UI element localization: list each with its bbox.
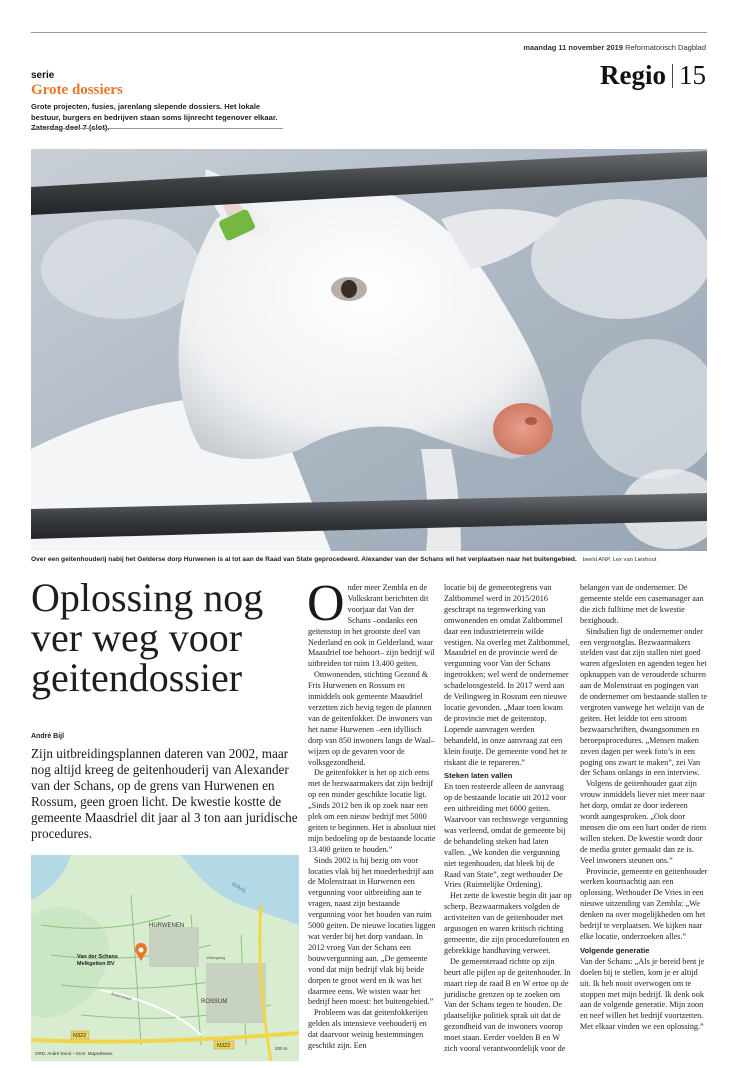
paper-name: Reformatorisch Dagblad [625,43,706,52]
map-label-n322-a: N322 [73,1033,87,1039]
article-paragraph: nder meer Zembla en de Volkskrant berichtten dit voorjaar dat Van der Schans –ondanks een geitenstop in het grootste deel van Nederland en ook in Gelderland, waar Maasdriel toe behoort– zijn bedrijf wil uitbreiden tot ruim 13.400 geiten. [308,583,435,669]
map-scale: 200 m [275,1046,288,1051]
map-label-rossum: ROSSUM [201,999,228,1005]
article-paragraph: belangen van de ondernemer. De gemeente stelde een casemanager aan die zich fulltime met de kwestie bezighoudt. [580,583,704,625]
article-paragraph: De gemeenteraad richtte op zijn beurt alle pijlen op de geitenhouder. In maart riep de raad B en W ertoe op de juridische grenzen op te zoeken om Van der Schans tegen te houden. De plaatselijke politiek sprak uit dat de gezondheid van de inwoners voorop moet staan. Eerder voelden B en W zich vooral verantwoordelijk voor de [444,956,571,1054]
subheading: Volgende generatie [580,945,650,955]
article-paragraph: De geitenfokker is het op zich eens met de bezwaarmakers dat zijn bedrijf op een minder geschikte locatie ligt. „Sinds 2012 ben ik op zoek naar een plek om een nieuw bedrijf met 5000 geiten te beginnen. Het is absoluut niet mijn bedoeling op de bestaande locatie 13.400 geiten te houden.” [308,768,436,854]
lead-paragraph: Zijn uitbreidingsplannen dateren van 2002, maar nog altijd kreeg de geitenhouderij van Alexander van der Schans, op de grens van Hurwenen en Rossum, geen groen licht. De kwestie kostte de gemeente Maasdriel dit jaar al 3 ton aan juridische procedures. [31,746,298,841]
caption-text: Over een geitenhouderij nabij het Gelderse dorp Hurwenen is al tot aan de Raad van State geprocedeerd. Alexander van der Schans wil het verplaatsen naar het buitengebied. [31,556,577,563]
goat-photo [31,149,707,551]
article-column-2 [444,583,572,1055]
article-paragraph: En toen resteerde alleen de aanvraag op de bestaande locatie uit 2012 voor een uitbreiding met 6000 geiten. Waarvoor van rechtswege vergunning was verleend, omdat de gemeente bij de behandeling steken had laten vallen. „We konden die vergunning niet tegenhouden, dat bleek bij de Raad van State”, zegt wethouder De Vries (Ruimtelijke Ordening). [444,782,569,890]
article-paragraph: locatie bij de gemeentegrens van Zaltbommel werd in 2015/2016 geschrapt na tegenwerking van omwonenden en omdat Zaltbommel daar een industrieterrein wilde vestigen. Na overleg met Zaltbommel, Maasdriel en de provincie werd de vergunning voor Van der Schans ingetrokken; wel werd de ondernemer schadeloosgesteld. In 2017 werd aan de Veilingweg in Rossum een nieuwe locatie gevonden. „Maar toen kwam de provincie met de geitenstop. Lopende aanvragen werden behandeld, in onze aanvraag zat een klein foutje. De gemeente vond het te riskant die te repareren.” [444,583,570,767]
article-paragraph: Volgens de geitenhouder gaat zijn vrouw inmiddels liever niet meer naar het dorp, omdat ze door iedereen wordt aangesproken. „Ook door mensen die ons een hart onder de riem willen steken. De kwestie wordt door de media groter gemaakt dan ze is. Veel inwoners steunen ons.” [580,779,707,865]
goat-illustration [31,149,707,551]
section-header [600,60,706,91]
top-rule [31,32,707,33]
map-graphic [31,855,299,1061]
map-label-company-2: Melkgeiten BV [77,961,115,967]
location-map [31,855,299,1061]
subheading: Steken laten vallen [444,771,513,781]
article-paragraph: Van der Schans: „Als je bereid bent je doelen bij te stellen, kom je er altijd uit. Ik heb nooit overwogen om te stoppen met mijn bedrijf. Ik denk ook aan de volgende generatie. Mijn zoon en neef willen het bedrijf voortzetten. Met elkaar vinden we een oplossing.” [580,956,705,1032]
map-credit: GRD, André Dorst – bron: Maps4News [35,1051,113,1056]
dateline [523,43,706,52]
map-label-molenstraat: Molenstraat [110,991,133,1002]
serie-label: serie [31,70,55,81]
dropcap: O [307,575,345,632]
page-number: 15 [679,60,706,90]
map-label-waal: WAAL [230,881,248,896]
map-label-veilingweg: Veilingweg [206,955,226,960]
article-paragraph: Omwonenden, stichting Gezond & Fris Hurwenen en Rossum en inmiddels ook gemeente Maasdriel verzetten zich hevig tegen de plannen van de geitenfokker. De inwoners van het name Hurwenen –een idyllisch dorp van 850 inwoners langs de Waal– wijzen op de gevaren voor de volksgezondheid. [308,670,435,767]
article-paragraph: Sindsdien ligt de ondernemer onder een vergrootglas. Bezwaarmakers stelden vast dat zijn stallen niet goed waren afgesloten en agenden tegen het opknappen van de verouderde schuren aan de Molenstraat en pogingen van de ondernemer om bestaande stallen te vergroten vanwege het welzijn van de geiten. Het leidde tot een stroom bezwaarschriften, dwangsommen en beroepsprocedures. „Mensen maken zeven dagen per week foto’s in een poging ons zwart te maken”, zei Van der Schans onlangs in een interview. [580,626,708,778]
date: maandag 11 november 2019 [523,43,624,52]
map-label-n322-b: N322 [217,1043,231,1049]
section-name: Regio [600,60,666,90]
article-column-3 [580,583,708,1033]
article-paragraph: Het zette de kwestie begin dit jaar op scherp. Bezwaarmakers volgden de activiteiten van de geitenhouder met argusogen en waren kritisch richting gemeente, die zijn procedurefouten en gebrekkige handhaving verweet. [444,891,572,955]
section-separator [672,64,673,88]
author: André Bijl [31,733,65,740]
headline: Oplossing nog ver weg voor geitendossier [31,575,264,700]
serie-title: Grote dossiers [31,82,123,98]
article-paragraph: Provincie, gemeente en geitenhouder werken koortsachtig aan een oplossing. Wethouder De Vries in een nieuwe uitzending van Zembla: „We denken na over mogelijkheden om het bedrijf te verplaatsen. We kijken naar elke locatie, onderzoeken alles.” [580,866,708,941]
serie-rule [31,128,283,129]
photo-caption [31,556,707,563]
serie-intro: Grote projecten, fusies, jarenlang slepende dossiers. Het lokale bestuur, burgers en bedrijven staan soms lijnrecht tegenover elkaar. [31,102,278,122]
map-label-hurwenen: HURWENEN [149,923,185,929]
article-column-1 [307,575,436,1052]
map-label-company-1: Van der Schans [77,954,118,960]
article-paragraph: Probleem was dat geitenfokkerijen gelden als intensieve veehouderij en dat daarvoor weinig bestemmingen geschikt zijn. Een [308,1008,428,1051]
photo-credit: beeld ANP, Lex van Lieshout [582,557,657,563]
article-paragraph: Sinds 2002 is hij bezig om voor locaties vlak bij het moederbedrijf aan de Molenstraat in Hurwenen een vergunning voor uitbreiding aan te vragen, naast zijn bestaande vergunning voor het houden van ruim 5000 geiten. De nieuwe locaties liggen wat verder bij het dorp vandaan. In 2012 vroeg Van der Schans een bouwvergunning aan. „De gemeente vond dat mijn bedrijf vlak bij beide dorpen te groot werd en ik was het daarmee eens. We wisten waar het bedrijf heen moest: het buitengebied.” [308,855,436,1007]
